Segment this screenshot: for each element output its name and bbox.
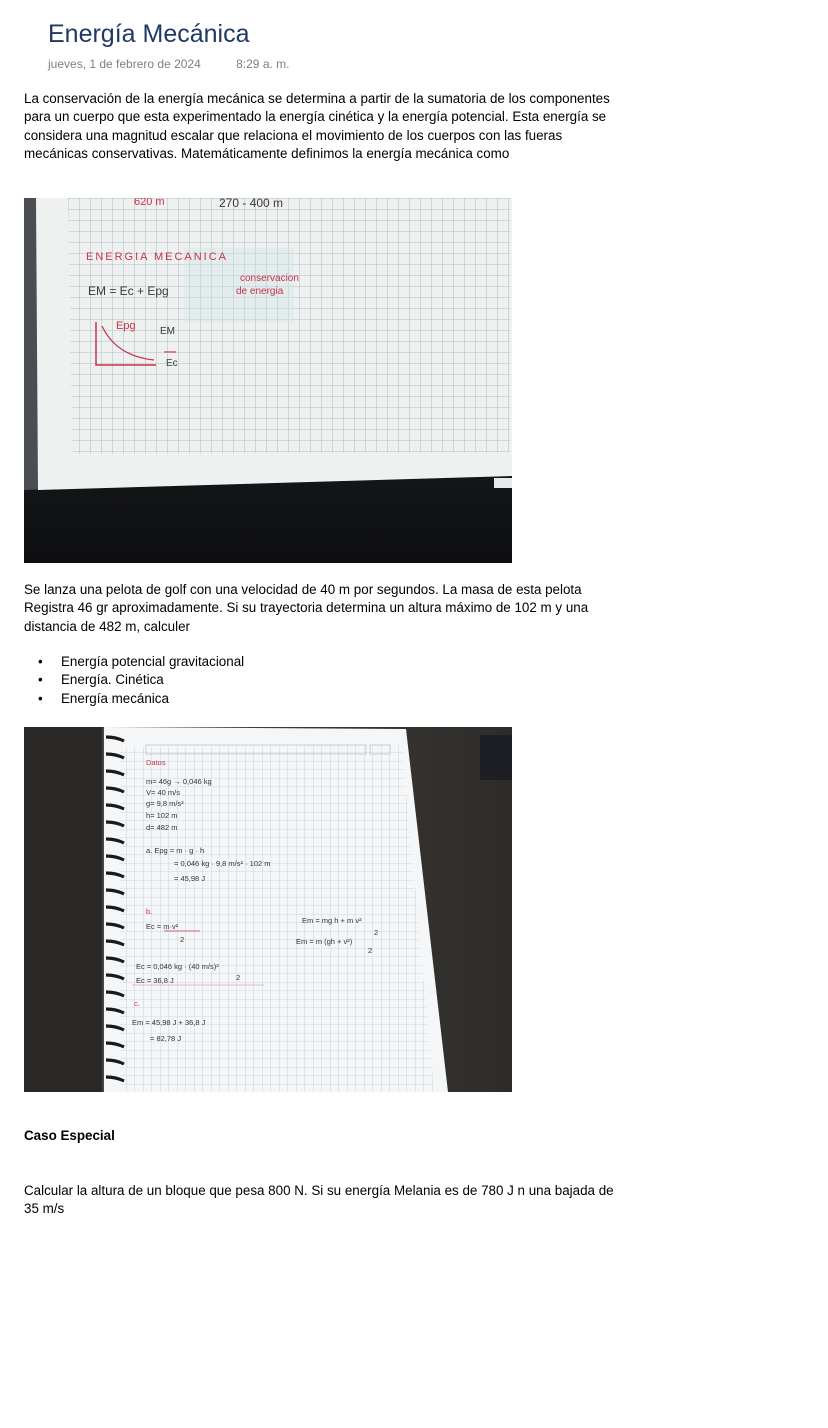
hw2-data-label: Datos xyxy=(146,758,166,767)
solution-photo[interactable] xyxy=(24,727,512,1092)
hw-note-1: conservacion xyxy=(240,273,299,284)
hw-top-right: 270 - 400 m xyxy=(219,198,284,210)
list-item[interactable]: • Energía mecánica xyxy=(24,690,244,708)
hw-graph-em: EM xyxy=(160,326,175,337)
bullet-list xyxy=(24,653,244,708)
hw-heading: ENERGIA MECANICA xyxy=(86,251,229,263)
hw2-b-formula: Ec = m·v² xyxy=(146,922,179,931)
page-title[interactable]: Energía Mecánica xyxy=(48,20,250,48)
hw2-c-line2: = 82,78 J xyxy=(150,1034,182,1043)
hw2-b-calc2: Ec = 36,8 J xyxy=(136,976,174,985)
hw-note-2: de energia xyxy=(236,286,284,297)
hw2-em-line2: Em = m (gh + v²) xyxy=(296,937,353,946)
page-date: jueves, 1 de febrero de 2024 xyxy=(48,57,201,71)
hw2-velocity: V= 40 m/s xyxy=(146,788,180,797)
hw2-em-line2-den: 2 xyxy=(368,946,373,955)
spiral-notebook-photo-icon xyxy=(24,727,512,1092)
hw2-a-line2: = 0,046 kg · 9,8 m/s² · 102 m xyxy=(174,859,271,868)
hw2-distance: d= 482 m xyxy=(146,823,178,832)
hw2-a-line3: = 45,98 J xyxy=(174,874,206,883)
special-case-text[interactable]: Calcular la altura de un bloque que pesa 800 N. Si su energía Melania es de 780 J n una bajada de 35 m/s xyxy=(24,1183,614,1217)
hw2-mass: m= 46g → 0,046 kg xyxy=(146,777,212,786)
hw2-b-label: b. xyxy=(146,907,153,916)
intro-paragraph[interactable]: La conservación de la energía mecánica se determina a partir de la sumatoria de los componentes para un cuerpo que esta experimentado la energía cinética y la energía potencial. Esta energía se considera una magnitud escalar que relaciona el movimiento de los cuerpos con las fueras mecánicas conservativas. Matemáticamente definimos la energía mecánica como xyxy=(24,91,610,161)
hw2-em-line1: Em = mg h + m v² xyxy=(302,916,362,925)
hw2-em-line1-den: 2 xyxy=(374,928,379,937)
notebook-photo[interactable] xyxy=(24,198,512,563)
problem-paragraph[interactable]: Se lanza una pelota de golf con una velocidad de 40 m por segundos. La masa de esta pelota Registra 46 gr aproximadamente. Si su trayectoria determina un altura máximo de 102 m y una distancia de 482 m, calculer xyxy=(24,582,589,634)
hw2-b-calc1: Ec = 0,046 kg · (40 m/s)² xyxy=(136,962,219,971)
page-timestamp xyxy=(48,57,290,71)
special-case-heading[interactable]: Caso Especial xyxy=(24,1128,115,1143)
page-time: 8:29 a. m. xyxy=(236,57,290,71)
hw-graph-epg: Epg xyxy=(116,320,136,332)
list-item[interactable]: • Energía. Cinética xyxy=(24,671,244,689)
notebook-photo-icon xyxy=(24,198,512,563)
hw-top-left: 620 m xyxy=(134,198,165,208)
hw2-gravity: g= 9,8 m/s² xyxy=(146,799,184,808)
list-item[interactable]: • Energía potencial gravitacional xyxy=(24,653,244,671)
hw-equation: EM = Ec + Epg xyxy=(88,284,169,298)
hw2-height: h= 102 m xyxy=(146,811,178,820)
hw2-b-formula-den: 2 xyxy=(180,935,185,944)
hw2-c-line1: Em = 45,98 J + 36,8 J xyxy=(132,1018,206,1027)
hw2-c-label: c. xyxy=(134,999,140,1008)
hw2-a-line1: a. Epg = m · g · h xyxy=(146,846,205,855)
hw2-b-calc1-den: 2 xyxy=(236,973,241,982)
hw-graph-ec: Ec xyxy=(166,358,178,369)
